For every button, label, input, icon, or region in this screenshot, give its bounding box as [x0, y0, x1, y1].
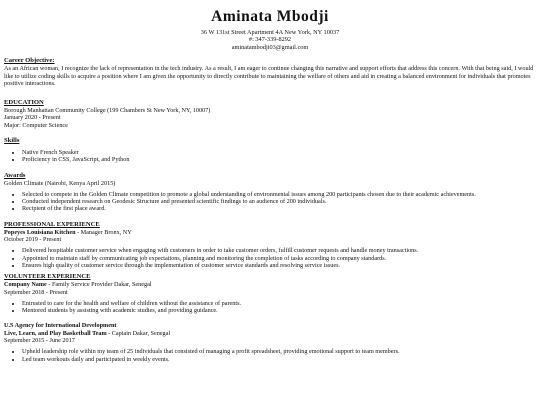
company-name: Popeyes Louisiana Kitchen [4, 228, 76, 236]
job-heading [4, 229, 536, 236]
objective-text: As an African woman, I recognize the lack of representation in the tech industry. As a result, I am eager to continue changing this narrative and support efforts that address this concern. With that being said, I would like to utilize coding skills to acquire a position where I am given the opportunity to directly contribute to maintaining the welfare of others and aid in creating a balanced environment for individuals that promotes positive interactions. [4, 65, 534, 87]
usagency-section [4, 322, 536, 362]
list-item: • Entrusted to care for the health and welfare of children without the assistance of parents. [22, 300, 536, 307]
education-section [4, 99, 536, 129]
list-item: • Upheld leadership role within my team of 25 individuals that consisted of managing a profit spreadsheet, providing emotional support to team members. [22, 348, 536, 355]
professional-list [4, 247, 536, 269]
skills-title: Skills [4, 137, 20, 144]
list-item: • Mentored students by assisting with academic studies, and providing guidance. [22, 307, 536, 314]
volunteer-role: - Family Service Provider Dakar, Senegal [46, 281, 152, 289]
awards-list [4, 191, 536, 213]
volunteer-title: VOLUNTEER EXPERIENCE [4, 273, 91, 281]
list-item: • Conducted independent research on Geodesic Structure and presented scientific findings to an audience of 200 individuals. [22, 198, 536, 205]
usagency-list [4, 348, 536, 363]
volunteer-section [4, 273, 536, 314]
professional-section [4, 221, 536, 269]
award-name: Golden Climate (Nairobi, Kenya April 2015) [4, 179, 116, 187]
usagency-role: - Captain Dakar, Senegal [106, 329, 171, 337]
list-item: • Delivered hospitable customer service when engaging with customers in order to take customer orders, fulfill customer requests and handle money transactions. [22, 247, 536, 254]
list-item: • Ensures high quality of customer service through the implementation of customer service standards and resolving service issues. [22, 262, 536, 269]
usagency-heading [4, 330, 536, 337]
professional-title: PROFESSIONAL EXPERIENCE [4, 220, 100, 228]
list-item: • Recipient of the first place award. [22, 205, 536, 212]
skills-section [4, 137, 536, 164]
usagency-team: Live, Learn, and Play Basketball Team [4, 329, 107, 337]
volunteer-heading [4, 281, 536, 288]
list-item: • Appointed to maintain staff by communicating job expectations, planning and monitoring the completion of tasks according to company standards. [22, 255, 536, 262]
job-role: - Manager Bronx, NY [75, 228, 132, 236]
education-major: Major: Computer Science [4, 121, 68, 129]
awards-title: Awards [4, 171, 26, 179]
candidate-name: Aminata Mbodji [211, 8, 329, 25]
list-item: • Native French Speaker [22, 149, 536, 156]
volunteer-company: Company Name [4, 281, 47, 289]
objective-section [4, 57, 536, 87]
volunteer-dates: September 2018 - Present [4, 288, 68, 296]
address: 36 W 131st Street Apartment 4A New York, NY 10037 [200, 29, 340, 36]
usagency-dates: September 2015 - June 2017 [4, 337, 75, 345]
objective-title: Career Objective: [4, 57, 55, 65]
list-item: • Proficiency in CSS, JavaScript, and Python [22, 156, 536, 163]
awards-section [4, 172, 536, 213]
phone: #: 347-339-8292 [248, 36, 292, 44]
list-item: • Led team workouts daily and participated in weekly events. [22, 356, 536, 363]
usagency-org: U.S Agency for International Development [4, 322, 117, 330]
resume-header [4, 0, 536, 51]
volunteer-list [4, 300, 536, 315]
education-school: Borough Manhattan Community College (199 Chambers St New York, NY, 10007) [4, 107, 211, 115]
list-item: • Selected to compete in the Golden Climate competition to promote a global understanding of environmental issues among 200 participants chosen due to their academic achievements. [22, 191, 536, 198]
education-title: EDUCATION [4, 99, 44, 107]
email: aminatambodji03@gmail.com [231, 43, 309, 51]
education-dates: January 2020 - Present [4, 114, 61, 122]
job-dates: October 2019 - Present [4, 236, 62, 244]
skills-list [4, 149, 536, 164]
